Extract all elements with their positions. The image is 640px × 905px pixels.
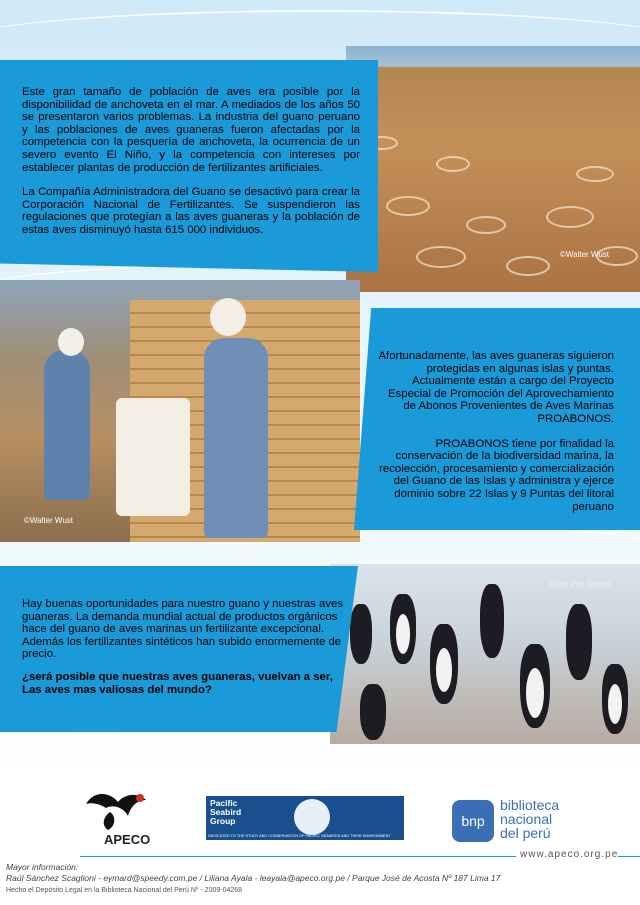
- apeco-logo-text: APECO: [104, 832, 151, 847]
- bnp-line-3: del perú: [500, 825, 551, 841]
- section2-paragraph-2: PROABONOS tiene por finalidad la conservación de la biodiversidad marina, la recolección, procesamiento y comercialización del Guano de las Islas y administra y ejerce dominio sobre 22 Islas y 9 Puntas del litoral peruano: [379, 437, 614, 513]
- section3-text: [22, 598, 344, 706]
- section1-paragraph-2: La Compañía Administradora del Guano se desactivó para crear la Corporación Nacional de Fertilizantes. Se suspendieron las regulaciones que protegían a las aves guaneras y la población de estas aves disminuyó hasta 615 000 individuos.: [22, 186, 360, 236]
- section3-question: ¿será posible que nuestras aves guaneras, vuelvan a ser, Las aves mas valiosas del mundo?: [22, 670, 333, 696]
- workers-guano-photo: [0, 280, 360, 542]
- section2-paragraph-1: Afortunadamente, las aves guaneras siguieron protegidas en algunas islas y puntas. Actualmente están a cargo del Proyecto Especial de Promoción del Aprovechamiento de Abonos Provenientes de Aves Marinas PROABONOS.: [378, 350, 614, 425]
- website-link[interactable]: www.apeco.org.pe: [516, 849, 618, 860]
- photo-credit: ©Walter Wust: [24, 516, 74, 525]
- bnp-abbr: bnp: [461, 813, 485, 829]
- section1-text: [22, 86, 360, 249]
- bnp-name: [500, 798, 559, 840]
- bnp-line-1: biblioteca: [500, 797, 560, 813]
- globe-icon: [294, 799, 330, 835]
- section3-paragraph-1: Hay buenas oportunidades para nuestro guano y nuestras aves guaneras. La demanda mundial actual de productos orgánicos hace del guano de aves marinas un fertilizante excepcional. Además los fertilizantes sintéticos han subido enormemente de precio.: [22, 598, 344, 661]
- section2-text: [378, 350, 614, 525]
- photo-credit: ©Luis Paz Soldán: [548, 580, 612, 589]
- section1-paragraph-1: Este gran tamaño de población de aves era posible por la disponibilidad de anchoveta en el mar. A mediados de los años 50 se presentaron varios problemas. La industria del guano peruano y las poblaciones de aves guaneras fueron afectadas por la competencia con la pesquería de anchoveta, la ocurrencia de un severo evento El Niño, y la competencia con intereses por establecer plantas de producción de fertilizantes artificiales.: [22, 86, 360, 174]
- contact-line: Raúl Sánchez Scaglioni - eymard@speedy.com.pe / Liliana Ayala - leayala@apeco.org.pe / Parque José de Acosta Nº 187 Lima 17: [6, 873, 501, 883]
- seabirds-colony-photo: [330, 564, 640, 744]
- more-info-label: Mayor información:: [6, 862, 79, 872]
- bnp-line-2: nacional: [500, 811, 553, 827]
- bnp-logo: [452, 800, 494, 842]
- psg-title: Pacific Seabird Group: [210, 798, 242, 826]
- photo-credit: ©Walter Wust: [560, 250, 610, 259]
- psg-tagline: DEDICATED TO THE STUDY AND CONSERVATION OF PACIFIC SEABIRDS AND THEIR ENVIRONMENT: [208, 834, 391, 838]
- legal-deposit: Hecho el Depósito Legal en la Biblioteca Nacional del Perú Nº - 2009-04268: [6, 887, 243, 894]
